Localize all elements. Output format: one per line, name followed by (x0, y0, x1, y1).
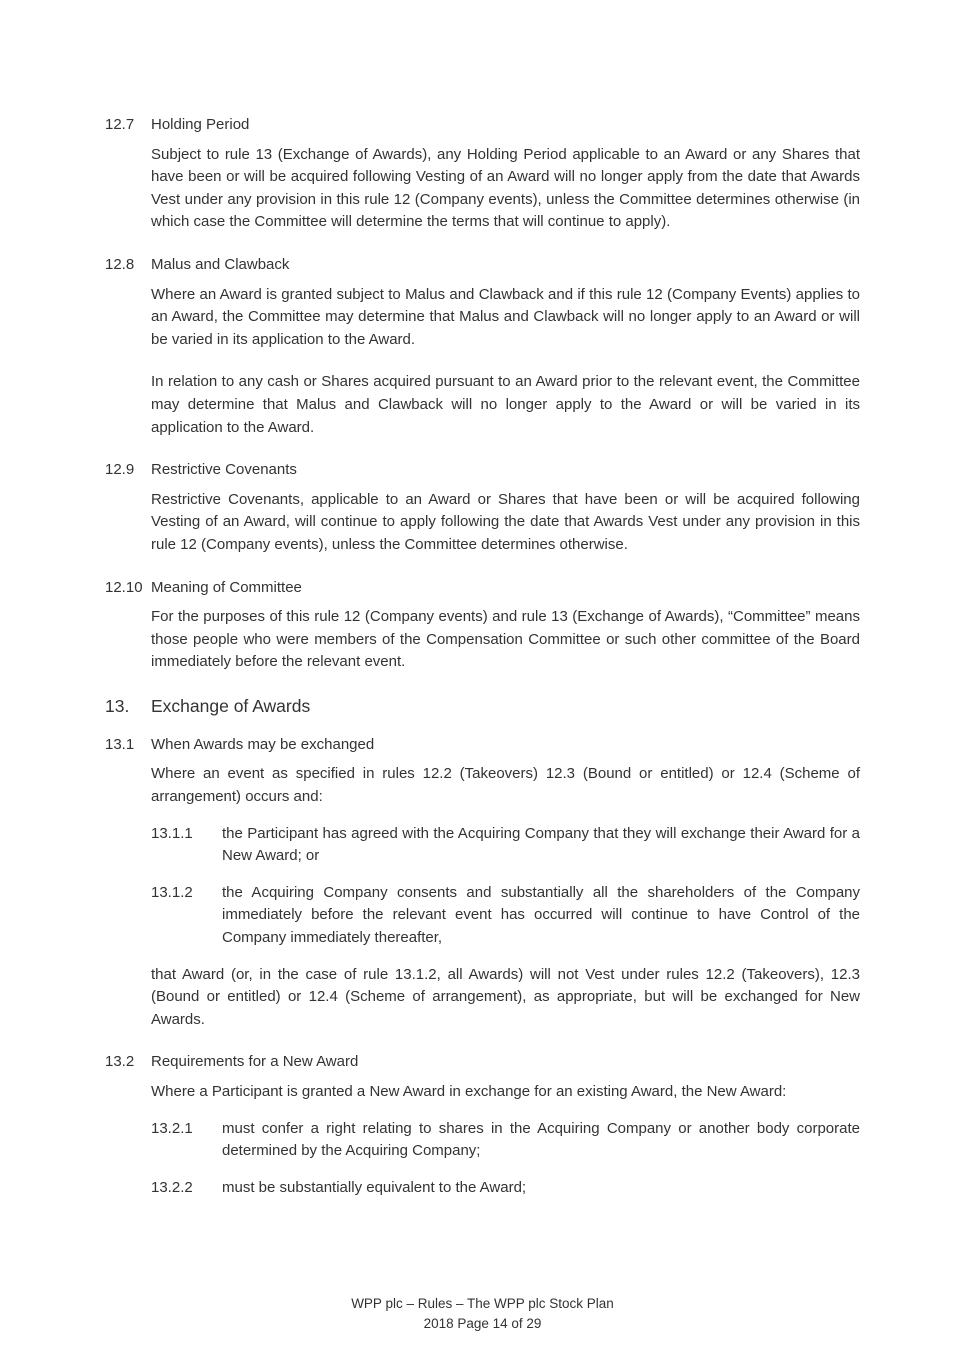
subclause-13-1-2 (151, 882, 860, 950)
clause-12-7-heading (105, 114, 860, 137)
footer-page-number: 2018 Page 14 of 29 (423, 1315, 542, 1331)
subclause-number: 13.1.1 (151, 824, 193, 842)
clause-title: When Awards may be exchanged (151, 735, 375, 753)
subclause-13-2-2-text: must be substantially equivalent to the Award; (222, 1178, 527, 1196)
footer-document-title: WPP plc – Rules – The WPP plc Stock Plan (351, 1296, 614, 1311)
subclause-number: 13.1.2 (151, 883, 193, 901)
clause-number: 13.2 (105, 1053, 135, 1071)
clause-13-1-heading (105, 734, 860, 757)
subclause-13-2-1 (151, 1118, 860, 1163)
clause-13-2 (105, 1051, 860, 1199)
clause-13-2-heading (105, 1051, 860, 1074)
clause-12-10 (105, 577, 860, 674)
clause-12-7-paragraph-1: Subject to rule 13 (Exchange of Awards), any Holding Period applicable to an Award or any Shares that have been or will be acquired following Vesting of an Award will no longer apply from the date that Awards Vest under any provision in this rule 12 (Company events), unless the Committee determines otherwise (in which case the Committee will determine the terms that will continue to apply). (151, 145, 860, 231)
clause-13-1-intro: Where an event as specified in rules 12.2 (Takeovers) 12.3 (Bound or entitled) or 12.4 (Scheme of arrangement) occurs and: (151, 765, 860, 806)
subclause-13-1-1 (151, 823, 860, 868)
clause-number: 12.10 (105, 578, 143, 596)
section-13-heading (105, 694, 860, 718)
clause-12-9-heading (105, 459, 860, 482)
clause-12-10-paragraph-1: For the purposes of this rule 12 (Company events) and rule 13 (Exchange of Awards), “Committee” means those people who were members of the Compensation Committee or such other committee of the Board immediately before the relevant event. (151, 608, 860, 671)
subclause-13-2-2 (151, 1177, 860, 1200)
clause-number: 12.8 (105, 255, 135, 273)
clause-12-8-paragraph-1: Where an Award is granted subject to Malus and Clawback and if this rule 12 (Company Events) applies to an Award, the Committee may determine that Malus and Clawback will no longer apply to an Award or will be varied in its application to the Award. (151, 285, 860, 348)
clause-12-8-paragraph-2: In relation to any cash or Shares acquired pursuant to an Award prior to the relevant event, the Committee may determine that Malus and Clawback will no longer apply to the Award or will be varied in its application to the Award. (151, 373, 860, 436)
subclause-number: 13.2.1 (151, 1119, 193, 1137)
clause-13-1 (105, 734, 860, 1032)
clause-number: 13.1 (105, 735, 135, 753)
clause-number: 12.7 (105, 116, 135, 133)
clause-title: Restrictive Covenants (151, 461, 297, 479)
clause-12-8-heading (105, 254, 860, 277)
subclause-number: 13.2.2 (151, 1178, 193, 1196)
clause-title: Malus and Clawback (151, 255, 290, 273)
clause-title: Holding Period (151, 116, 250, 133)
subclause-13-1-2-text: the Acquiring Company consents and substantially all the shareholders of the Company immediately before the relevant event has occurred will continue to have Control of the Company immediately thereafter, (222, 883, 860, 947)
clause-12-8 (105, 254, 860, 439)
section-title: Exchange of Awards (151, 695, 311, 716)
clause-12-9-paragraph-1: Restrictive Covenants, applicable to an Award or Shares that have been or will be acquired following Vesting of an Award, will continue to apply following the date that Awards Vest under any provision in this rule 12 (Company events), unless the Committee determines otherwise. (151, 490, 860, 553)
clause-title: Meaning of Committee (151, 578, 302, 596)
clause-12-10-heading (105, 577, 860, 600)
clause-12-7 (105, 114, 860, 234)
section-number: 13. (105, 695, 130, 716)
page-footer (0, 1294, 965, 1333)
clause-title: Requirements for a New Award (151, 1053, 359, 1071)
clause-13-2-intro: Where a Participant is granted a New Award in exchange for an existing Award, the New Award: (151, 1083, 787, 1100)
clause-12-9 (105, 459, 860, 556)
clause-13-1-outro: that Award (or, in the case of rule 13.1.2, all Awards) will not Vest under rules 12.2 (Takeovers), 12.3 (Bound or entitled) or 12.4 (Scheme of arrangement), as appropriate, but will be exchanged for New Awards. (151, 965, 860, 1028)
subclause-13-2-1-text: must confer a right relating to shares in the Acquiring Company or another body corporate determined by the Acquiring Company; (222, 1119, 860, 1160)
clause-number: 12.9 (105, 461, 135, 479)
subclause-13-1-1-text: the Participant has agreed with the Acquiring Company that they will exchange their Award for a New Award; or (222, 824, 860, 865)
